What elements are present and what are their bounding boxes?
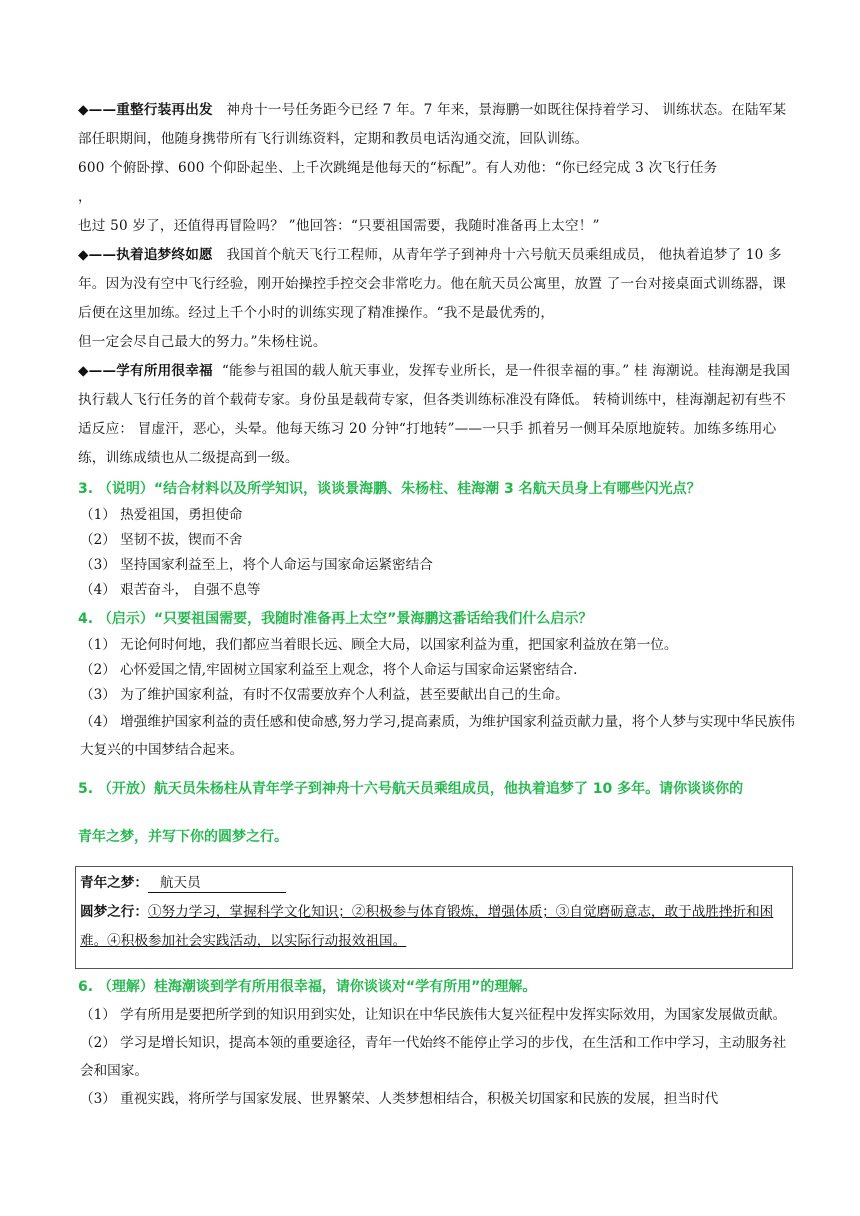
answer-item: （4） 增强维护国家利益的责任感和使命感,努力学习,提高素质，为维护国家利益贡献力量，将个人梦与实现中华民族伟大复兴的中国梦结合起来。 bbox=[80, 714, 795, 758]
question-3-title: 3. （说明）“结合材料以及所学知识，谈谈景海鹏、朱杨柱、桂海潮 3 名航天员身上有哪些闪光点？ bbox=[78, 481, 701, 497]
material-text: “能参与祖国的载人航天事业，发挥专业所长，是一件很幸福的事。” 桂 海潮说。桂海潮是我国执行载人飞行任务的首个载荷专家。身份虽是载荷专家，但各类训练标准没有降低。 转椅训练中，桂海潮起初有些不适反应： 冒虚汗，恶心，头晕。他每天练习 20 分钟“打地转”——一只手 抓着另一侧耳朵原地旋转。加练多练用心练，训练成绩也从二级提高到一级。 bbox=[78, 363, 791, 466]
question-5-title bbox=[78, 772, 798, 854]
question-5-title-line-1: 5. （开放）航天员朱杨柱从青年学子到神舟十六号航天员乘组成员，他执着追梦了 10 多年。请你谈谈你的 bbox=[78, 781, 744, 797]
material-heading: ◆——学有所用很幸福 bbox=[78, 363, 213, 379]
worksheet-page bbox=[78, 96, 798, 1113]
question-5-title-line-2: 青年之梦，并写下你的圆梦之行。 bbox=[78, 829, 288, 845]
answer-item: （1） 热爱祖国，勇担使命 bbox=[80, 507, 243, 523]
answer-item: （2） 坚韧不拔，锲而不舍 bbox=[80, 532, 243, 548]
material-line: 也过 50 岁了，还值得再冒险吗？ ”他回答：“只要祖国需要，我随时准备再上太空！” bbox=[78, 218, 600, 234]
material-text: 神舟十一号任务距今已经 7 年。7 年来，景海鹏一如既往保持着学习、 训练状态。在陆军某部任职期间，他随身携带所有飞行训练资料，定期和教员电话沟通交流，回队训练。 bbox=[78, 102, 787, 147]
answer-item: （1） 无论何时何地，我们都应当着眼长远、顾全大局，以国家利益为重，把国家利益放在第一位。 bbox=[80, 637, 678, 653]
material-heading: ◆——重整行装再出发 bbox=[78, 102, 213, 118]
dream-label: 青年之梦： bbox=[80, 875, 148, 891]
material-paragraph-2 bbox=[78, 241, 798, 328]
path-label: 圆梦之行： bbox=[80, 904, 148, 920]
answer-box bbox=[75, 866, 793, 969]
answer-item: （3） 重视实践，将所学与国家发展、世界繁荣、人类梦想相结合，积极关切国家和民族的发展，担当时代 bbox=[80, 1091, 719, 1107]
path-row bbox=[80, 898, 788, 956]
answer-item: （2） 心怀爱国之情,牢固树立国家利益至上观念，将个人命运与国家命运紧密结合. bbox=[80, 662, 578, 678]
question-4-title: 4. （启示）“只要祖国需要，我随时准备再上太空”景海鹏这番话给我们什么启示？ bbox=[78, 611, 593, 627]
question-6-title: 6. （理解）桂海潮谈到学有所用很幸福，请你谈谈对“学有所用”的理解。 bbox=[78, 979, 537, 995]
material-line: ， bbox=[78, 189, 92, 205]
material-heading: ◆——执着追梦终如愿 bbox=[78, 247, 213, 263]
answer-item: （1） 学有所用是要把所学到的知识用到实处，让知识在中华民族伟大复兴征程中发挥实际效用，为国家发展做贡献。 bbox=[80, 1007, 787, 1023]
material-text: 我国首个航天飞行工程师，从青年学子到神舟十六号航天员乘组成员， 他执着追梦了 10 多年。因为没有空中飞行经验，刚开始操控手控交会非常吃力。他在航天员公寓里，放置 了一台对接桌面式训练器，课后便在这里加练。经过上千个小时的训练实现了精准操作。“我不是最优秀的， bbox=[78, 247, 786, 321]
answer-item: （3） 为了维护国家利益，有时不仅需要放弃个人利益，甚至要献出自己的生命。 bbox=[80, 687, 569, 703]
material-paragraph-1 bbox=[78, 96, 798, 154]
answer-item: （3） 坚持国家利益至上，将个人命运与国家命运紧密结合 bbox=[80, 557, 433, 573]
material-line: 但一定会尽自己最大的努力。”朱杨柱说。 bbox=[78, 334, 327, 350]
dream-row bbox=[80, 869, 788, 898]
dream-answer-field[interactable]: 航天员 bbox=[148, 874, 286, 893]
answer-item: （4） 艰苦奋斗， 自强不息等 bbox=[80, 582, 261, 598]
material-paragraph-3 bbox=[78, 357, 798, 473]
answer-item: （2） 学习是增长知识，提高本领的重要途径，青年一代始终不能停止学习的步伐，在生活和工作中学习，主动服务社会和国家。 bbox=[80, 1035, 787, 1079]
path-answer-field[interactable]: ①努力学习，掌握科学文化知识；②积极参与体育锻炼，增强体质；③自觉磨砺意志，敢于战胜挫折和困难。④积极参加社会实践活动，以实际行动报效祖国。 bbox=[80, 904, 774, 949]
material-line: 600 个俯卧撑、600 个仰卧起坐、上千次跳绳是他每天的“标配”。有人劝他：“你已经完成 3 次飞行任务 bbox=[78, 160, 718, 176]
